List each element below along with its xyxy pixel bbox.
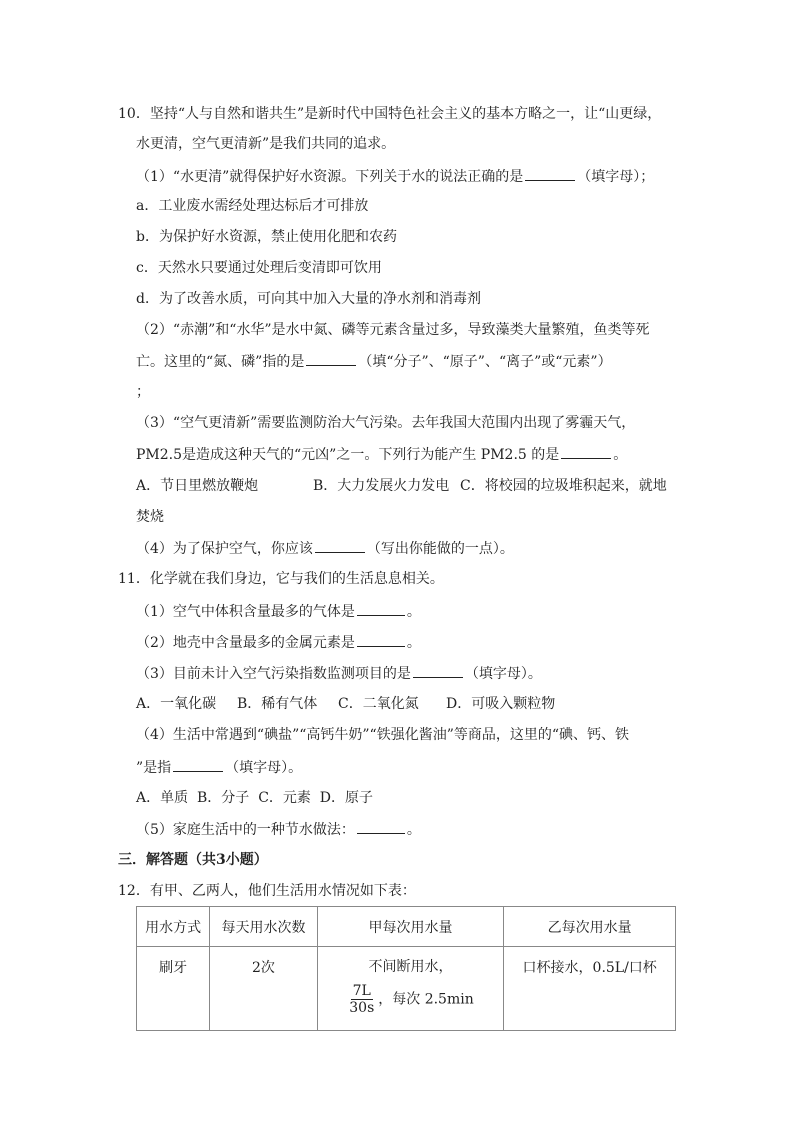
q10-part2-line2 [136,351,612,372]
q10-part3-option-c: C．将校园的垃圾堆积起来，就地 [460,478,667,494]
q11-part3-option-b: B．稀有气体 [237,696,318,712]
q11-part4-line1: （4）生活中常遇到“碘盐”“高钙牛奶”“铁强化酱油”等商品，这里的“碘、钙、铁 [136,727,630,743]
q10-part2-text: 亡。这里的“氮、磷”指的是 [136,354,305,370]
q10-part1-suffix: （填字母）； [577,169,655,185]
answer-blank[interactable] [357,819,405,834]
table-row [137,947,676,1031]
answer-blank[interactable] [561,444,611,459]
q11-part3-option-a: A．一氧化碳 [136,696,217,712]
q11-stem: 11．化学就在我们身边，它与我们的生活息息相关。 [118,571,444,587]
table-header-row [137,907,676,947]
q11-part2 [136,632,421,653]
table-header-cell: 乙每次用水量 [504,907,676,947]
q10-stem-line1: 10．坚持“人与自然和谐共生”是新时代中国特色社会主义的基本方略之一，让“山更绿， [118,106,662,122]
q10-part3-line2 [136,444,627,465]
q10-part3-suffix: 。 [613,447,628,463]
q11-part4-options: A．单质 B．分子 C．元素 D．原子 [136,790,374,806]
jia-usage-line2 [319,983,503,1016]
q10-part2-line1: （2）“赤潮”和“水华”是水中氮、磷等元素含量过多，导致藻类大量繁殖，鱼类等死 [136,322,650,338]
q10-option-d: d．为了改善水质，可向其中加入大量的净水剂和消毒剂 [136,291,481,307]
q11-part4-text: ”是指 [136,760,172,776]
table-cell-yi: 口杯接水，0.5L/口杯 [504,947,676,1031]
answer-blank[interactable] [413,663,463,678]
q11-part4-line2 [136,757,302,778]
answer-blank[interactable] [525,166,575,181]
q11-part2-suffix: 。 [406,635,421,651]
jia-usage-tail: ，每次 2.5min [378,991,474,1008]
q10-part3-line1: （3）“空气更清新”需要监测防治大气污染。去年我国大范围内出现了雾霾天气， [136,415,636,431]
q10-part1 [136,166,654,187]
q10-part3-option-a: A．节日里燃放鞭炮 [136,478,259,494]
answer-blank[interactable] [315,538,365,553]
q10-part2-suffix: （填“分子”、“原子”、“离子”或“元素”） [358,354,612,370]
table-cell-mode: 刷牙 [137,947,210,1031]
q10-stem-line2: 水更清，空气更清新”是我们共同的追求。 [136,136,396,152]
q10-part3-text: PM2.5是造成这种天气的“元凶”之一。下列行为能产生 PM2.5 的是 [136,447,560,463]
jia-usage-line1: 不间断用水， [368,959,453,975]
fraction-numerator: 7L [352,983,371,999]
q11-part3-option-c: C．二氧化氮 [338,696,419,712]
q10-part2-line3: ； [136,384,150,400]
q10-part3-option-b: B．大力发展火力发电 [313,478,450,494]
table-cell-jia [317,947,504,1031]
section-heading: 三．解答题（共3小题） [118,852,268,868]
q10-part4-text: （4）为了保护空气，你应该 [136,541,313,557]
q12-stem: 12．有甲、乙两人，他们生活用水情况如下表： [118,883,416,899]
q11-part1-suffix: 。 [406,604,421,620]
q11-part1 [136,601,421,622]
table-header-cell: 每天用水次数 [210,907,317,947]
answer-blank[interactable] [357,601,405,616]
q10-part4-suffix: （写出你能做的一点）。 [366,541,514,557]
q11-part3-option-d: D．可吸入颗粒物 [446,696,556,712]
q10-part1-text: （1）“水更清”就得保护好水资源。下列关于水的说法正确的是 [136,169,524,185]
q11-part3-text: （3）目前未计入空气污染指数监测项目的是 [136,666,411,682]
q11-part5-suffix: 。 [406,822,421,838]
answer-blank[interactable] [357,632,405,647]
q10-option-b: b．为保护好水资源，禁止使用化肥和农药 [136,229,397,245]
q10-option-c: c．天然水只要通过处理后变清即可饮用 [136,260,382,276]
answer-blank[interactable] [306,351,356,366]
answer-blank[interactable] [173,757,223,772]
q10-part4 [136,538,514,559]
table-cell-times: 2次 [210,947,317,1031]
q11-part2-text: （2）地壳中含量最多的金属元素是 [136,635,355,651]
fraction [347,983,376,1016]
table-header-cell: 用水方式 [137,907,210,947]
fraction-denominator: 30s [349,1000,375,1016]
q11-part4-suffix: （填字母）。 [225,760,303,776]
q11-part5 [136,819,421,840]
q11-part1-text: （1）空气中体积含量最多的气体是 [136,604,355,620]
q11-part3 [136,663,542,684]
q10-option-a: a．工业废水需经处理达标后才可排放 [136,198,369,214]
q11-part3-suffix: （填字母）。 [464,666,542,682]
q10-part3-option-c-cont: 焚烧 [136,509,164,525]
table-header-cell: 甲每次用水量 [317,907,504,947]
q11-part5-text: （5）家庭生活中的一种节水做法： [136,822,355,838]
water-usage-table [136,906,676,1031]
